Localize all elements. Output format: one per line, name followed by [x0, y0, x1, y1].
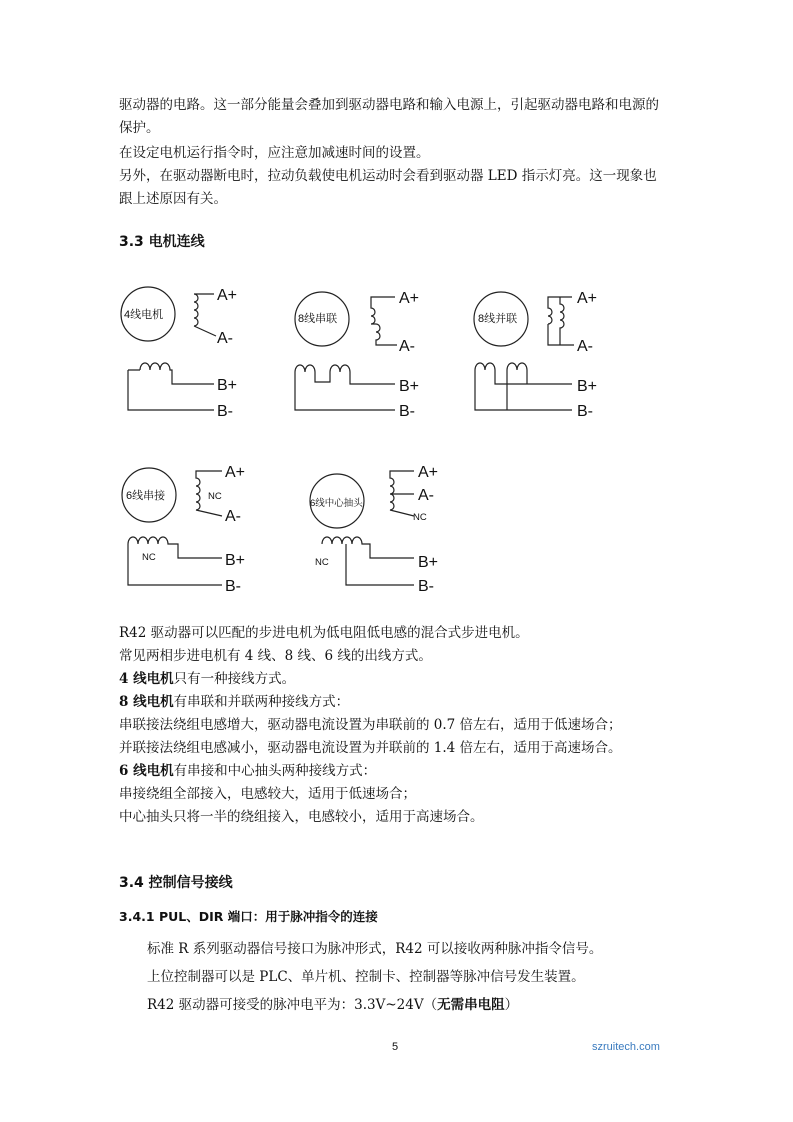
d4-b-plus: B+: [225, 552, 246, 569]
d4-b-minus: B-: [225, 578, 241, 595]
body-3-3-line-8: 串接绕组全部接入，电感较大，适用于低速场合；: [119, 786, 416, 802]
intro-line-4: 另外，在驱动器断电时，拉动负载使电机运动时会看到驱动器 LED 指示灯亮。这一现象也: [119, 168, 657, 184]
d4-a-minus: A-: [225, 508, 241, 525]
label-8-parallel: 8线并联: [478, 313, 518, 325]
d5-nc-a: NC: [413, 512, 427, 523]
body-3-3-line-4: [119, 691, 349, 714]
body-3-4-line-3: [147, 994, 518, 1017]
section-3-4-title: 3.4 控制信号接线: [119, 875, 233, 891]
intro-line-1: 驱动器的电路。这一部分能量会叠加到驱动器电路和输入电源上，引起驱动器电路和电源的: [119, 97, 659, 113]
d4-a-plus: A+: [225, 464, 246, 481]
d1-b-plus: B+: [217, 377, 238, 394]
label-4-wire: 4线电机: [124, 309, 164, 321]
body-3-4-line-3-rest: R42 驱动器可接受的脉冲电平为：3.3V~24V（: [147, 997, 438, 1013]
body-3-4-line-2: 上位控制器可以是 PLC、单片机、控制卡、控制器等脉冲信号发生装置。: [147, 969, 585, 985]
d3-a-plus: A+: [577, 290, 598, 307]
intro-line-3: 在设定电机运行指令时，应注意加减速时间的设置。: [119, 145, 430, 161]
d1-b-minus: B-: [217, 403, 233, 420]
body-3-3-line-5: 串联接法绕组电感增大，驱动器电流设置为串联前的 0.7 倍左右，适用于低速场合；: [119, 717, 622, 733]
section-3-4-1-title: 3.4.1 PUL、DIR 端口：用于脉冲指令的连接: [119, 909, 378, 924]
d5-a-plus: A+: [418, 464, 439, 481]
bold-4-wire: 4 线电机: [119, 671, 174, 687]
bold-6-wire: 6 线电机: [119, 763, 174, 779]
body-3-3-line-1: R42 驱动器可以匹配的步进电机为低电阻低电感的混合式步进电机。: [119, 625, 529, 641]
footer-website: szruitech.com: [592, 1041, 660, 1053]
coil-b-6-center: [322, 537, 414, 585]
d1-a-minus: A-: [217, 330, 233, 347]
body-3-3-line-6: 并联接法绕组电感减小，驱动器电流设置为并联前的 1.4 倍左右，适用于高速场合。: [119, 740, 622, 756]
body-3-3-line-3-rest: 只有一种接线方式。: [173, 671, 296, 687]
d1-a-plus: A+: [217, 287, 238, 304]
label-6-center: 6线中心抽头: [310, 498, 363, 509]
diagram-4-wire: [121, 287, 216, 410]
coil-a-8-parallel: [548, 297, 574, 345]
coil-b-8-parallel: [475, 363, 572, 410]
d4-nc-a: NC: [208, 491, 222, 502]
page-number: 5: [392, 1041, 399, 1053]
coil-b-8-series: [295, 365, 395, 410]
d2-a-plus: A+: [399, 290, 420, 307]
bold-no-resistor: 无需串电阻: [437, 997, 505, 1013]
d3-b-minus: B-: [577, 403, 593, 420]
label-6-series: 6线串接: [126, 490, 166, 502]
diagram-8-wire-parallel: [474, 292, 574, 410]
intro-line-2: 保护。: [119, 120, 160, 136]
d5-a-minus: A-: [418, 487, 434, 504]
d3-a-minus: A-: [577, 338, 593, 355]
body-3-3-line-9: 中心抽头只将一半的绕组接入，电感较小，适用于高速场合。: [119, 809, 484, 825]
body-3-3-line-7: [119, 760, 376, 783]
d2-b-plus: B+: [399, 378, 420, 395]
body-3-3-line-4-rest: 有串联和并联两种接线方式：: [173, 694, 350, 710]
d2-a-minus: A-: [399, 338, 415, 355]
coil-b-4-wire: [128, 363, 214, 410]
d5-b-plus: B+: [418, 554, 439, 571]
d2-b-minus: B-: [399, 403, 415, 420]
section-3-3-title: 3.3 电机连线: [119, 234, 205, 250]
body-3-4-line-1: 标准 R 系列驱动器信号接口为脉冲形式，R42 可以接收两种脉冲指令信号。: [147, 941, 603, 957]
bold-8-wire: 8 线电机: [119, 694, 174, 710]
motor-wiring-diagrams: [0, 270, 793, 610]
body-3-3-line-2: 常见两相步进电机有 4 线、8 线、6 线的出线方式。: [119, 648, 432, 664]
d5-nc-b: NC: [315, 557, 329, 568]
diagram-8-wire-series: [295, 292, 397, 410]
body-3-3-line-7-rest: 有串接和中心抽头两种接线方式：: [173, 763, 377, 779]
d5-b-minus: B-: [418, 578, 434, 595]
d3-b-plus: B+: [577, 378, 598, 395]
body-3-3-line-3: [119, 668, 295, 691]
coil-a-4-wire: [194, 294, 216, 336]
intro-line-5: 跟上述原因有关。: [119, 191, 227, 207]
coil-a-8-series: [371, 297, 397, 345]
coil-a-6-center: [390, 471, 414, 516]
body-3-4-line-3-end: ）: [504, 997, 519, 1013]
label-8-series: 8线串联: [298, 313, 338, 325]
diagram-6-wire-series: [122, 468, 222, 585]
d4-nc-b: NC: [142, 552, 156, 563]
